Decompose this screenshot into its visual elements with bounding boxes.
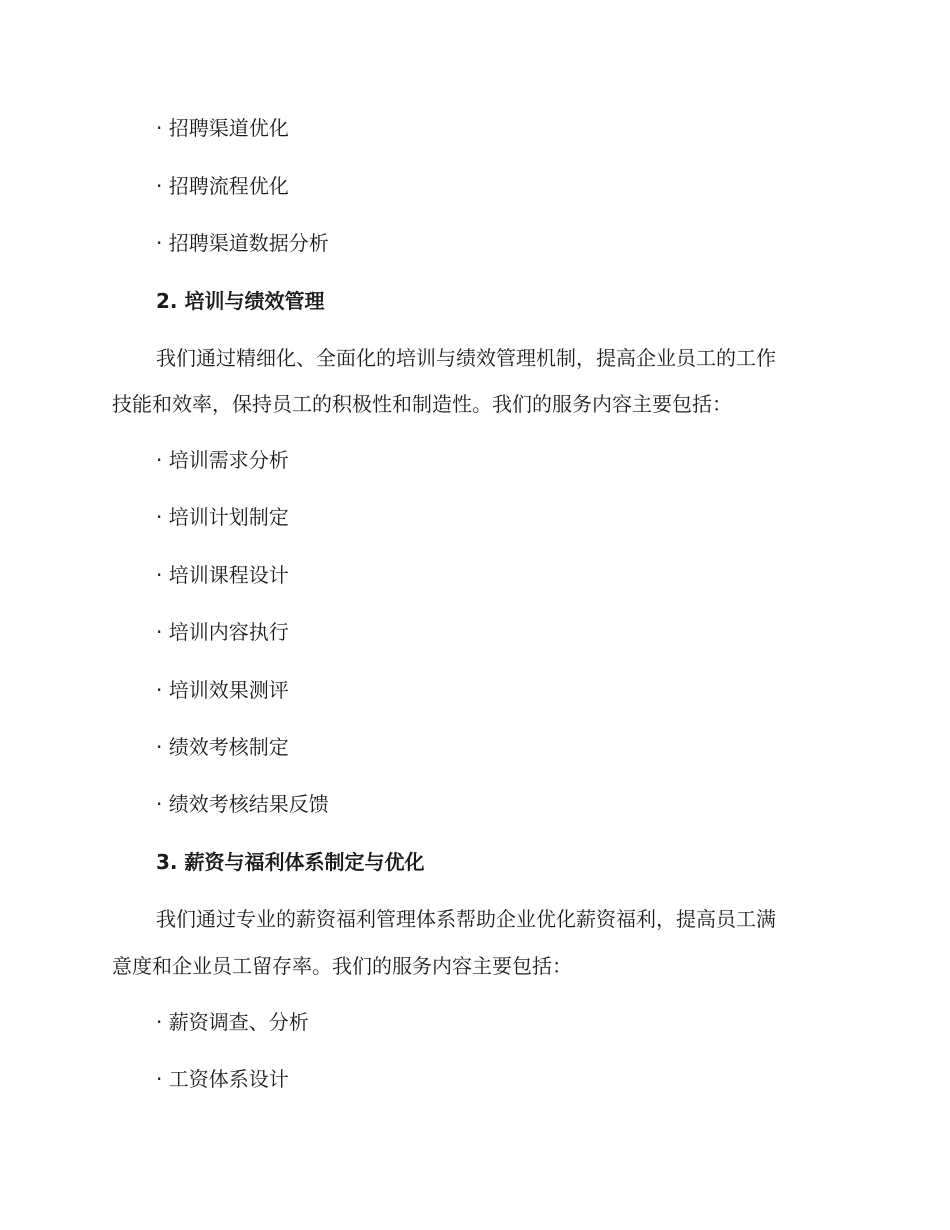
paragraph-line: 意度和企业员工留存率。我们的服务内容主要包括： [112, 954, 572, 978]
list-item: · 培训课程设计 [156, 563, 289, 587]
list-item: · 薪资调查、分析 [156, 1010, 309, 1034]
list-item: · 培训计划制定 [156, 505, 289, 529]
section-heading: 3. 薪资与福利体系制定与优化 [156, 850, 425, 874]
list-item: · 招聘渠道优化 [156, 116, 289, 140]
paragraph-line: 我们通过精细化、全面化的培训与绩效管理机制，提高企业员工的工作 [156, 346, 776, 370]
list-item: · 绩效考核结果反馈 [156, 792, 329, 816]
paragraph-line: 技能和效率，保持员工的积极性和制造性。我们的服务内容主要包括： [112, 392, 732, 416]
list-item: · 绩效考核制定 [156, 735, 289, 759]
list-item: · 培训效果测评 [156, 678, 289, 702]
list-item: · 招聘流程优化 [156, 174, 289, 198]
list-item: · 培训需求分析 [156, 448, 289, 472]
section-heading: 2. 培训与绩效管理 [156, 289, 325, 313]
list-item: · 工资体系设计 [156, 1067, 289, 1091]
paragraph-line: 我们通过专业的薪资福利管理体系帮助企业优化薪资福利，提高员工满 [156, 907, 776, 931]
list-item: · 招聘渠道数据分析 [156, 231, 329, 255]
list-item: · 培训内容执行 [156, 620, 289, 644]
